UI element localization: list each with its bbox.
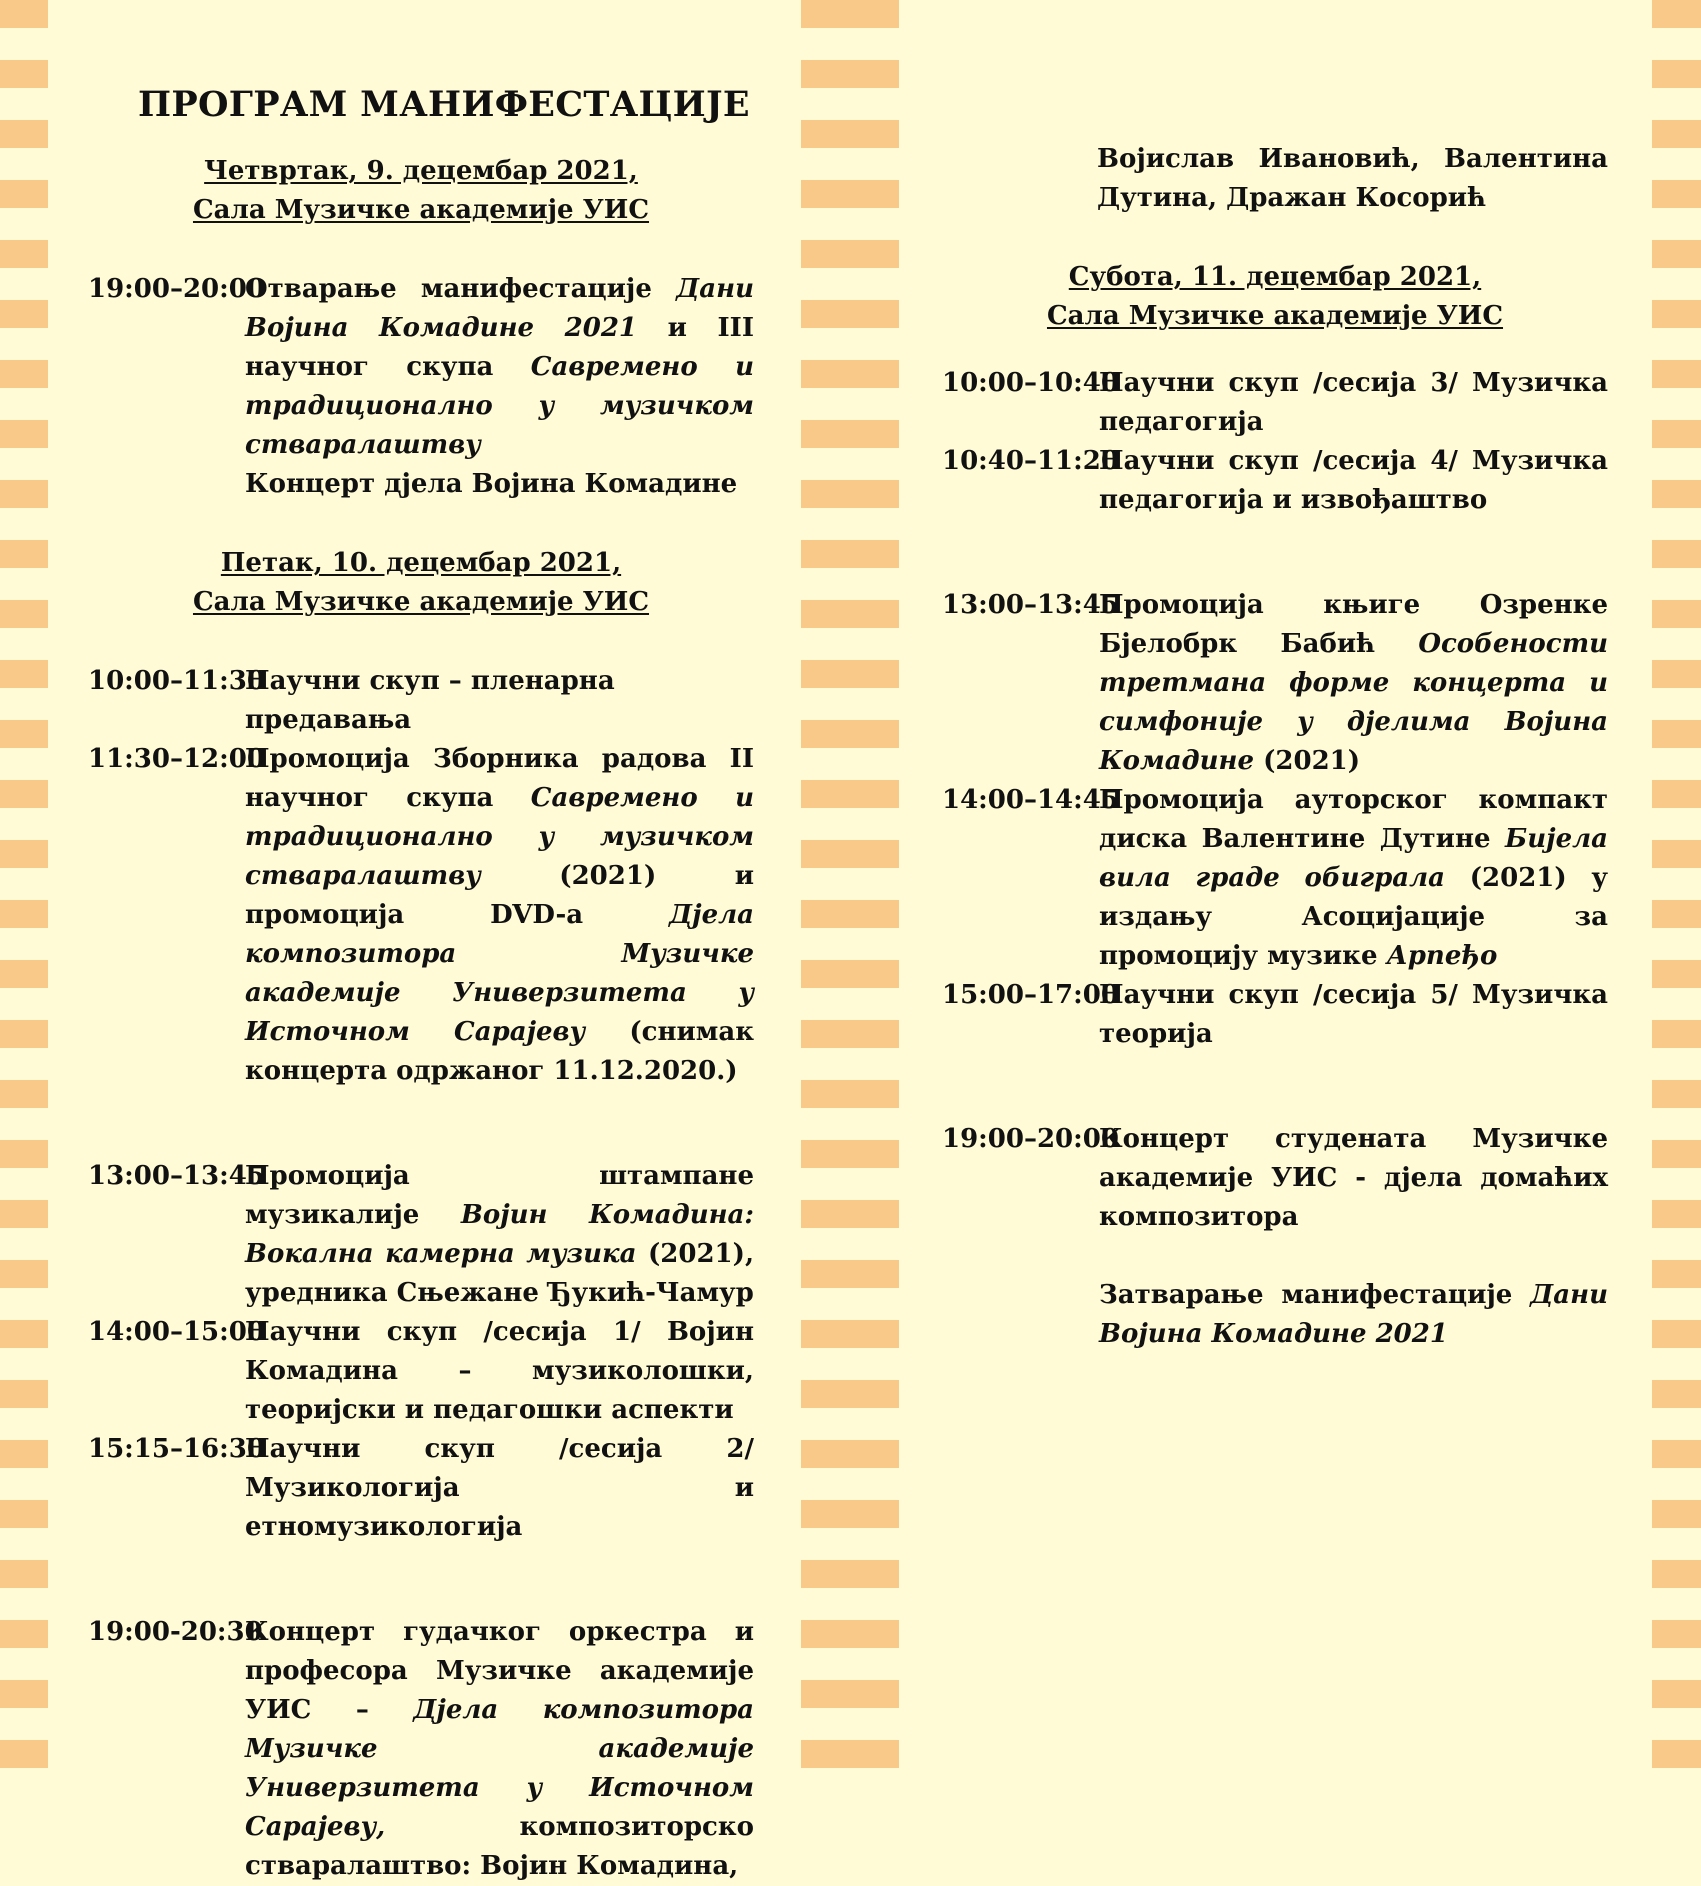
event-description: Научни скуп /сесија 4/ Музичка педагогија и извођаштво: [1099, 446, 1608, 515]
event-description: Научни скуп /сесија 3/ Музичка педагогија: [1099, 368, 1608, 437]
program-column-right: [942, 140, 1608, 1354]
decorative-stripe-center: [801, 0, 899, 1773]
event-session-2: [88, 1430, 754, 1547]
event-description: Промоција ауторског компакт диска Валентине Дутине Бијела вила граде обиграла (2021) у издању Асоцијације за промоцију музике Арпеђо: [1099, 785, 1608, 971]
decorative-stripe-left: [0, 0, 48, 1773]
day-venue: Сала Музичке академије УИС: [192, 195, 650, 225]
event-concert-line: Концерт дјела Војина Комадине: [245, 469, 738, 499]
event-time: 19:00–20:00: [88, 274, 265, 304]
event-time: 11:30–12:00: [88, 744, 265, 774]
event-session-1: [88, 1313, 754, 1430]
event-description: Научни скуп – пленарна предавања: [245, 666, 615, 735]
day-heading-friday: [88, 544, 754, 622]
day-heading-saturday: [942, 258, 1608, 336]
event-proceedings-promotion: [88, 740, 754, 1091]
page-title: ПРОГРАМ МАНИФЕСТАЦИЈЕ: [138, 84, 750, 125]
event-description: Отварање манифестације Дани Војина Комадине 2021 и III научног скупа Савремено и традиционално у музичком стваралаштву: [245, 274, 754, 460]
event-time: 15:00–17:00: [942, 980, 1119, 1010]
event-time: 10:40–11:20: [942, 446, 1119, 476]
program-column-left: [88, 80, 754, 1886]
day-heading-thursday: [88, 152, 754, 230]
day-date: Петак, 10. децембар 2021,: [220, 548, 622, 578]
event-time: 19:00-20:30: [88, 1617, 263, 1647]
event-description: Научни скуп /сесија 2/ Музикологија и етномузикологија: [245, 1434, 754, 1542]
event-description: Промоција штампане музикалије Војин Комадина: Вокална камерна музика (2021), уредника Сњежане Ђукић-Чамур: [245, 1161, 754, 1308]
event-music-print-promotion: [88, 1157, 754, 1313]
event-time: 13:00–13:45: [88, 1161, 265, 1191]
event-description: Научни скуп /сесија 1/ Војин Комадина – музиколошки, теоријски и педагошки аспекти: [245, 1317, 754, 1425]
event-session-5: [942, 976, 1608, 1054]
event-orchestra-concert-continued: Војислав Ивановић, Валентина Дутина, Дражан Косорић: [1097, 144, 1608, 213]
event-opening: [88, 270, 754, 465]
day-venue: Сала Музичке академије УИС: [1046, 301, 1504, 331]
event-book-promotion: [942, 586, 1608, 781]
event-time: 15:15–16:30: [88, 1434, 265, 1464]
event-description: Концерт студената Музичке академије УИС - дјела домаћих композитора: [1099, 1124, 1608, 1232]
event-time: 19:00–20:00: [942, 1124, 1119, 1154]
day-date: Четвртак, 9. децембар 2021,: [204, 156, 638, 186]
day-date: Субота, 11. децембар 2021,: [1068, 262, 1482, 292]
event-description: Промоција Зборника радова II научног скупа Савремено и традиционално у музичком стваралаштву (2021) и промоција DVD-а Дјела композитора Музичке академије Универзитета у Источном Сарајеву (снимак концерта одржаног 11.12.2020.): [245, 744, 754, 1086]
event-orchestra-concert: [88, 1613, 754, 1886]
event-closing: Затварање манифестације Дани Војина Комадине 2021: [1099, 1280, 1608, 1349]
event-plenary: [88, 662, 754, 740]
day-venue: Сала Музичке академије УИС: [192, 587, 650, 617]
event-student-concert: [942, 1120, 1608, 1237]
event-description: Научни скуп /сесија 5/ Музичка теорија: [1099, 980, 1608, 1049]
event-description: Промоција књиге Озренке Бјелобрк Бабић Особености третмана форме концерта и симфоније у дјелима Војина Комадине (2021): [1099, 590, 1608, 776]
event-time: 13:00–13:45: [942, 590, 1119, 620]
event-time: 14:00–15:00: [88, 1317, 265, 1347]
decorative-stripe-right: [1652, 0, 1701, 1773]
event-time: 14:00–14:45: [942, 785, 1119, 815]
event-time: 10:00–10:40: [942, 368, 1119, 398]
event-session-4: [942, 442, 1608, 520]
event-time: 10:00–11:30: [88, 666, 265, 696]
event-cd-promotion: [942, 781, 1608, 976]
event-description: Концерт гудачког оркестра и професора Музичке академије УИС – Дјела композитора Музичке академије Универзитета у Источном Сарајеву, композиторско стваралаштво: Војин Комадина,: [245, 1617, 754, 1881]
event-session-3: [942, 364, 1608, 442]
